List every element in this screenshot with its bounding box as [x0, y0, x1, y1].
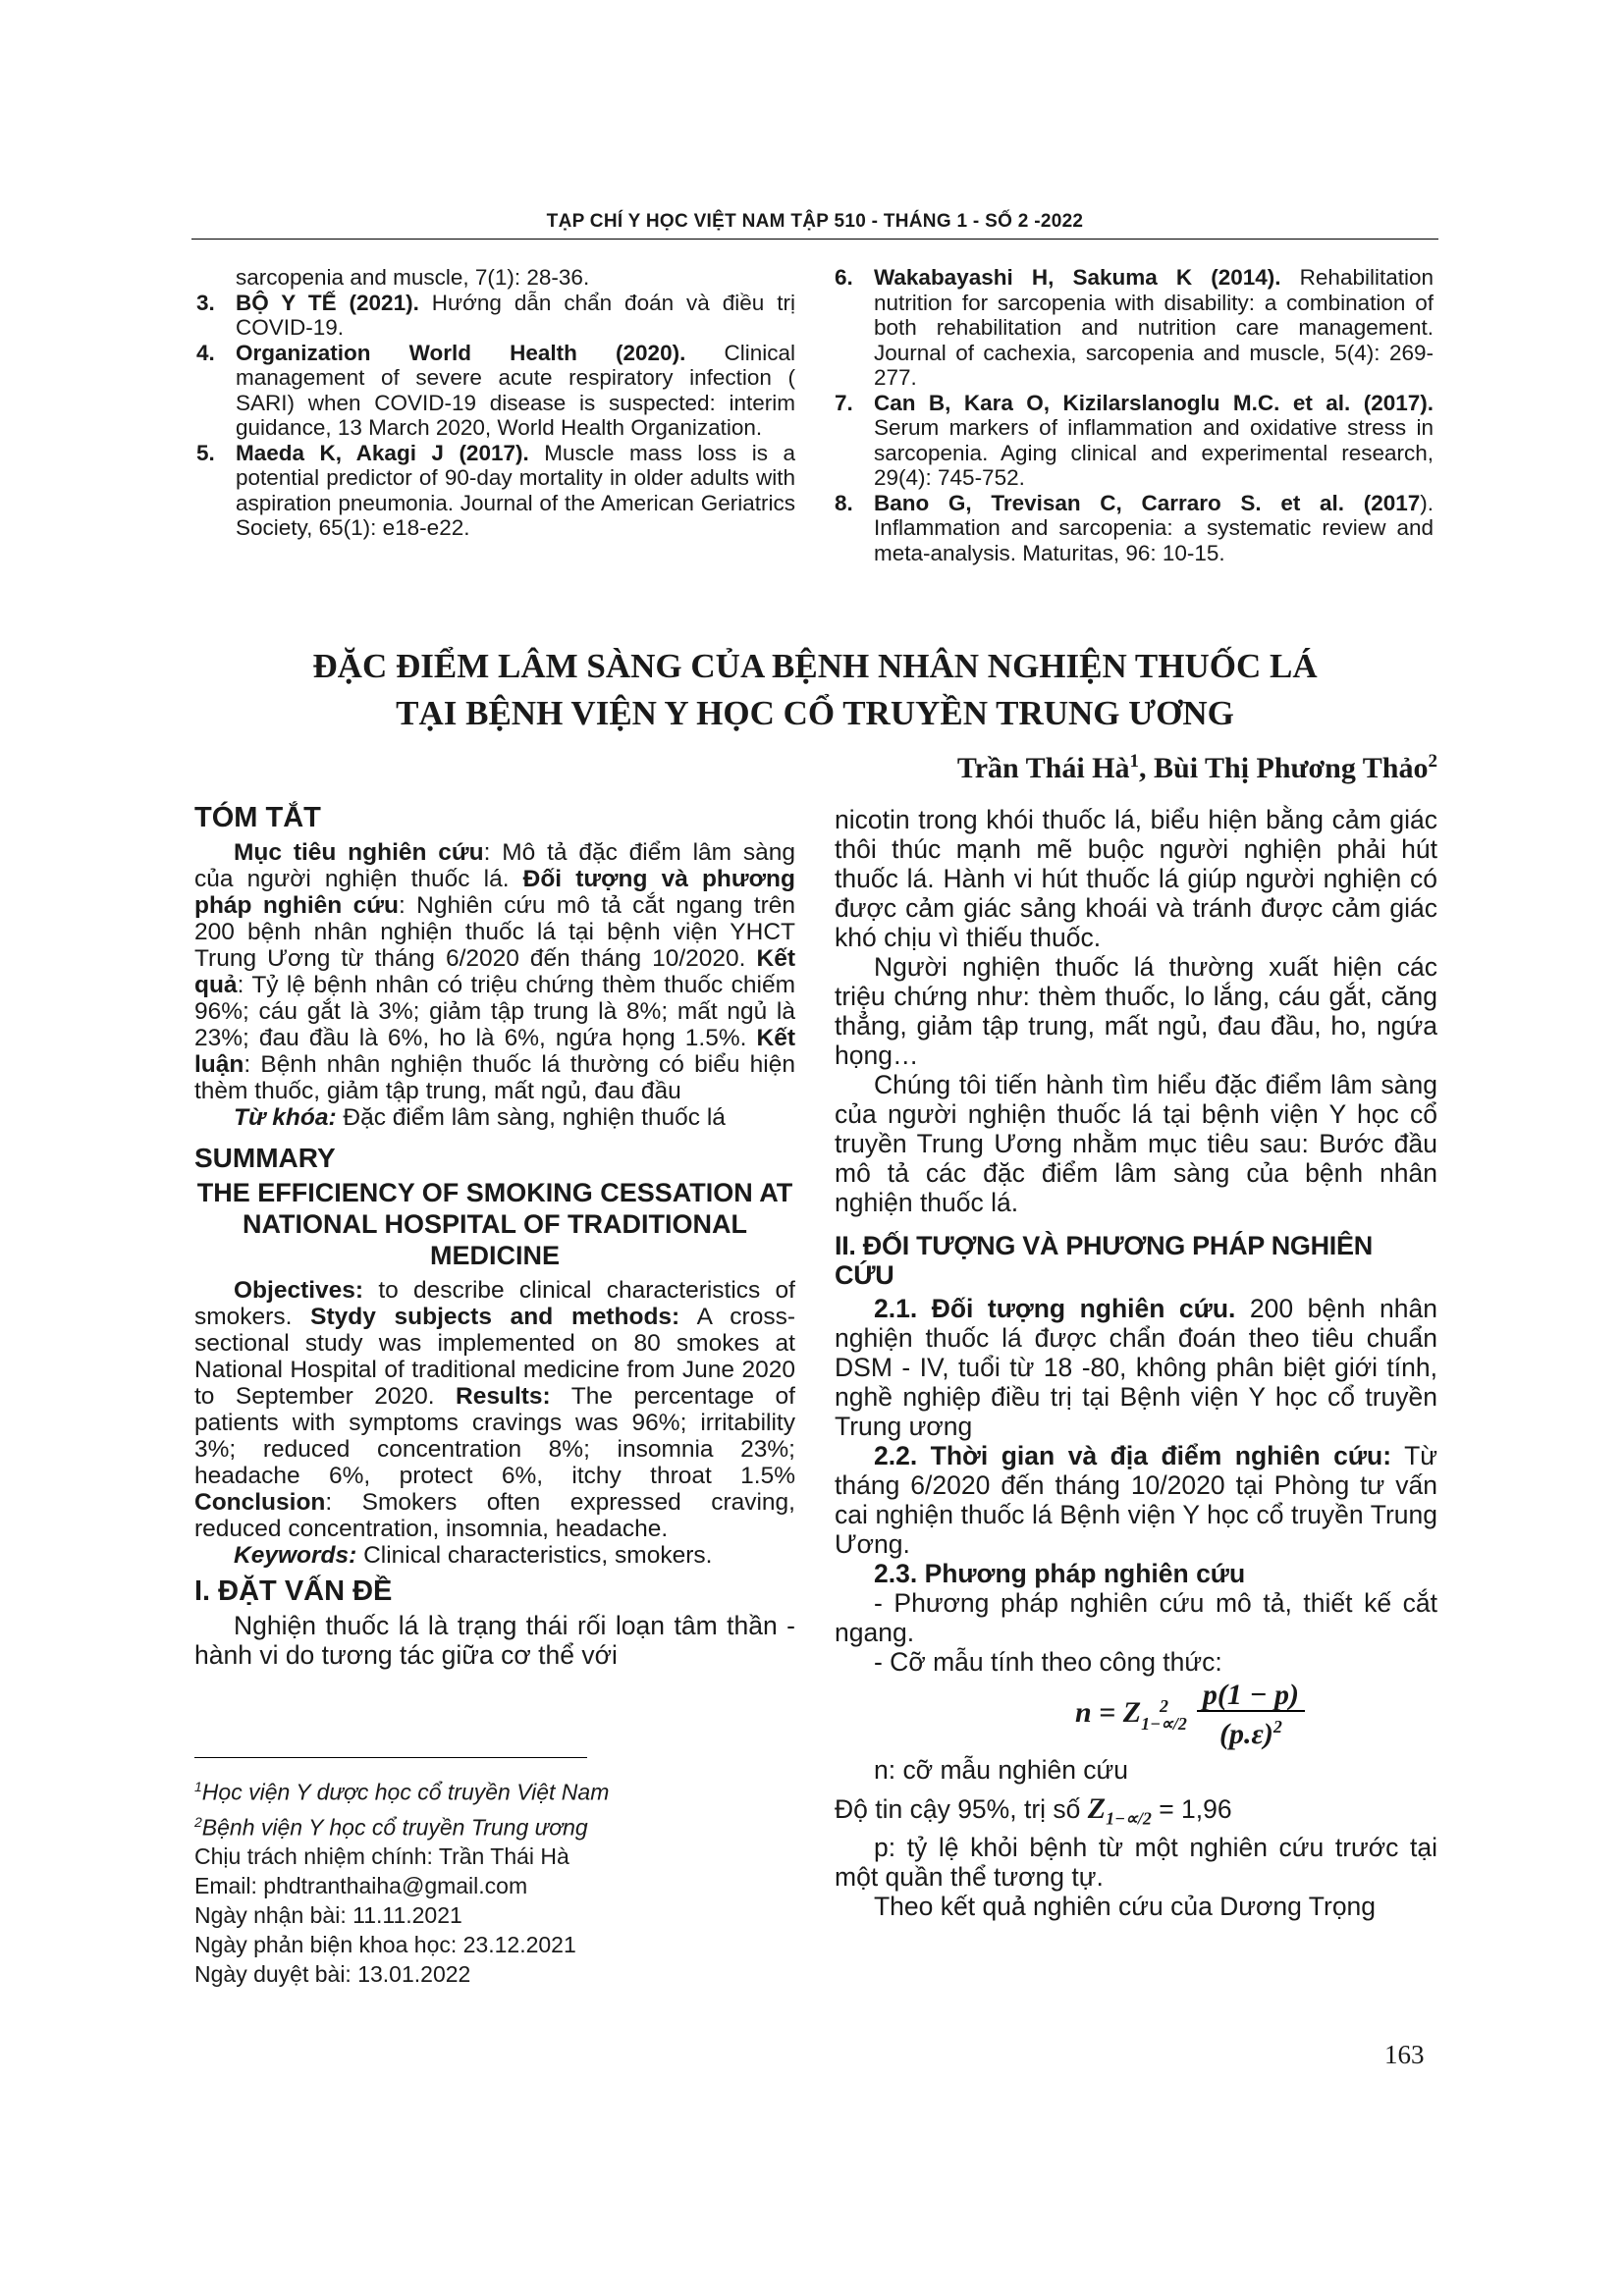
abstract-label: Mục tiêu nghiên cứu [234, 839, 484, 866]
abstract-label: Kết quả [194, 945, 795, 998]
reference-text: sarcopenia and muscle, 7(1): 28-36. [236, 265, 590, 290]
subsection-label: 2.2. Thời gian và địa điểm nghiên cứu: [874, 1441, 1392, 1470]
sample-size-formula [943, 1681, 1437, 1749]
section-heading: II. ĐỐI TƯỢNG VÀ PHƯƠNG PHÁP NGHIÊN CỨU [835, 1231, 1373, 1290]
confidence-text: Độ tin cậy 95%, trị số [835, 1794, 1088, 1824]
subsection-text: 200 bệnh nhân nghiện thuốc lá được chẩn đoán theo tiêu chuẩn DSM - IV, tuổi từ 18 -80, không phân biệt giới tính, nghề nghiệp điều trị tại Bệnh viện Y học cổ truyền Trung ương [835, 1294, 1437, 1441]
reference-text: Clinical management of severe acute respiratory infection ( SARI) when COVID-19 disease is suspected: interim guidance, 13 March 2020, World Health Organization. [236, 340, 795, 440]
formula-numerator: p(1 − p) [1197, 1681, 1305, 1712]
confidence-subscript: 1−∝/2 [1106, 1808, 1152, 1829]
summary-heading: SUMMARY [194, 1143, 336, 1173]
affiliation-marker: 1 [194, 1779, 202, 1794]
abstract-text: : Bệnh nhân nghiện thuốc lá thường có biểu hiện thèm thuốc, giảm tập trung, mất ngủ, đau đầu [194, 1051, 795, 1104]
abstract-en-body [194, 1277, 795, 1542]
references-left [196, 265, 795, 541]
reference-authors: Can B, Kara O, Kizilarslanoglu M.C. et al. (2017). [874, 390, 1434, 415]
subsection-2-2 [835, 1441, 1437, 1559]
footnote-divider [194, 1757, 587, 1758]
reference-item [196, 441, 795, 541]
reference-item [835, 265, 1434, 391]
reference-text: Rehabilitation nutrition for sarcopenia with disability: a combination of both rehabilitation and nutrition care management. Journal of cachexia, sarcopenia and muscle, 5(4): 269-277. [874, 265, 1435, 390]
definition-line: p: tỷ lệ khỏi bệnh từ một nghiên cứu trước tại một quần thể tương tự. [835, 1833, 1437, 1893]
affiliation-marker: 2 [194, 1813, 202, 1830]
reference-item [196, 291, 795, 341]
section-paragraph: Nghiện thuốc lá là trạng thái rối loạn tâm thần - hành vi do tương tác giữa cơ thể với [194, 1611, 795, 1670]
reference-number: 7. [835, 390, 853, 415]
right-column [835, 805, 1437, 1921]
definition-line: n: cỡ mẫu nghiên cứu [874, 1755, 1129, 1785]
responsible-author: Chịu trách nhiệm chính: Trần Thái Hà [194, 1843, 569, 1870]
reference-authors: BỘ Y TẾ (2021). [236, 290, 419, 315]
abstract-label: Objectives: [234, 1277, 364, 1304]
accepted-date: Ngày duyệt bài: 13.01.2022 [194, 1961, 471, 1988]
formula-exponent: 2 [1159, 1696, 1168, 1716]
abstract-text: : Tỷ lệ bệnh nhân có triệu chứng thèm thuốc chiếm 96%; cáu gắt là 3%; giảm tập trung là 8%; mất ngủ là 23%; đau đầu là 6%, ho là 6%, ngứa họng 1.5%. [194, 972, 795, 1051]
abstract-text: The percentage of patients with symptoms cravings was 96%; irritability 3%; reduced concentration 8%; insomnia 23%; headache 6%, protect 6%, itchy throat 1.5% [194, 1383, 795, 1489]
keywords-text: Đặc điểm lâm sàng, nghiện thuốc lá [336, 1104, 726, 1131]
formula-denominator [1214, 1712, 1288, 1749]
abstract-label: Kết luận [194, 1025, 795, 1078]
reference-text: Hướng dẫn chẩn đoán và điều trị COVID-19. [236, 290, 796, 340]
keywords-en [194, 1542, 795, 1569]
reference-text: ). Inflammation and sarcopenia: a systematic review and meta-analysis. Maturitas, 96: 10-15. [874, 490, 1434, 565]
formula-lhs [1075, 1697, 1187, 1733]
reference-item [196, 265, 795, 291]
affiliation-text: Bệnh viện Y học cổ truyền Trung ương [201, 1814, 588, 1841]
abstract-label: Conclusion [194, 1489, 326, 1516]
affiliation-marker: 1 [1129, 751, 1140, 772]
reference-number: 8. [835, 490, 853, 515]
formula-denominator-base: (p.ε) [1219, 1718, 1273, 1750]
affiliation-text: Học viện Y dược học cổ truyền Việt Nam [201, 1779, 610, 1805]
author-separator: , [1139, 752, 1155, 784]
section-paragraph: nicotin trong khói thuốc lá, biểu hiện bằng cảm giác thôi thúc mạnh mẽ buộc người nghiện phải hút thuốc lá. Hành vi hút thuốc lá giúp người nghiện có được cảm giác sảng khoái và tránh được cảm giác khó chịu vì thiếu thuốc. [835, 805, 1437, 952]
reference-text: Muscle mass loss is a potential predictor of 90-day mortality in older adults with aspiration pneumonia. Journal of the American Geriatrics Society, 65(1): e18-e22. [236, 440, 795, 540]
abstract-heading: TÓM TẮT [194, 802, 321, 833]
subsection-2-1 [835, 1294, 1437, 1441]
reference-text: Serum markers of inflammation and oxidative stress in sarcopenia. Aging clinical and experimental research, 29(4): 745-752. [874, 415, 1434, 490]
page-number: 163 [1384, 2040, 1425, 2069]
article-title-line-1: ĐẶC ĐIỂM LÂM SÀNG CỦA BỆNH NHÂN NGHIỆN THUỐC LÁ [312, 647, 1318, 685]
confidence-line [835, 1794, 1437, 1833]
formula-subscript: 1−∝/2 [1141, 1714, 1187, 1734]
english-title: THE EFFICIENCY OF SMOKING CESSATION AT NATIONAL HOSPITAL OF TRADITIONAL MEDICINE [196, 1178, 793, 1270]
abstract-text: to describe clinical characteristics of smokers. [194, 1277, 795, 1330]
abstract-label: Đối tượng và phương pháp nghiên cứu [194, 866, 795, 919]
subsection-label: 2.1. Đối tượng nghiên cứu. [874, 1294, 1236, 1323]
formula-fraction [1197, 1681, 1305, 1749]
reference-authors: Maeda K, Akagi J (2017). [236, 440, 529, 465]
method-line: - Cỡ mẫu tính theo công thức: [874, 1647, 1222, 1677]
abstract-text: A cross-sectional study was implemented on 80 smokes at National Hospital of traditional medicine from June 2020 to September 2020. [194, 1304, 795, 1410]
keywords-label: Keywords: [234, 1542, 357, 1569]
reference-number: 4. [196, 340, 215, 365]
formula-z: n = Z [1074, 1695, 1142, 1729]
received-date: Ngày nhận bài: 11.11.2021 [194, 1902, 462, 1929]
reference-item [196, 341, 795, 441]
affiliation-marker: 2 [1428, 751, 1437, 772]
reference-item [835, 391, 1434, 491]
references-right [835, 265, 1434, 565]
footnotes [194, 1772, 795, 1989]
reference-number: 6. [835, 265, 853, 290]
abstract-text: : Nghiên cứu mô tả cắt ngang trên 200 bệnh nhân nghiện thuốc lá tại bệnh viện YHCT Trung Ương từ tháng 6/2020 đến tháng 10/2020. [194, 892, 796, 972]
abstract-label: Results: [456, 1383, 551, 1410]
article-title-line-2: TẠI BỆNH VIỆN Y HỌC CỔ TRUYỀN TRUNG ƯƠNG [396, 694, 1234, 732]
keywords-label: Từ khóa: [234, 1104, 337, 1131]
reference-authors: Wakabayashi H, Sakuma K (2014). [874, 265, 1281, 290]
keywords-vi [194, 1104, 795, 1131]
reference-number: 3. [196, 290, 215, 315]
subsection-2-3-heading: 2.3. Phương pháp nghiên cứu [874, 1559, 1246, 1588]
reference-authors: Bano G, Trevisan C, Carraro S. et al. (2017 [874, 490, 1421, 515]
abstract-text: : Smokers often expressed craving, reduced concentration, insomnia, headache. [194, 1489, 795, 1542]
reference-authors: Organization World Health (2020). [236, 340, 686, 365]
confidence-value: = 1,96 [1151, 1794, 1232, 1824]
abstract-text: : Mô tả đặc điểm lâm sàng của người nghiện thuốc lá. [194, 839, 796, 892]
article-title [191, 643, 1438, 737]
section-paragraph: Chúng tôi tiến hành tìm hiểu đặc điểm lâm sàng của người nghiện thuốc lá tại bệnh viện Y học cổ truyền Trung Ương nhằm mục tiêu sau: Bước đầu mô tả các đặc điểm lâm sàng của bệnh nhân nghiện thuốc lá. [835, 1070, 1437, 1217]
affiliation-note [194, 1772, 795, 1807]
contact-email: Email: phdtranthaiha@gmail.com [194, 1873, 528, 1899]
affiliation-note [194, 1807, 795, 1842]
journal-header: TẠP CHÍ Y HỌC VIỆT NAM TẬP 510 - THÁNG 1 - SỐ 2 -2022 [546, 211, 1084, 232]
author-name: Trần Thái Hà [956, 752, 1130, 784]
keywords-text: Clinical characteristics, smokers. [356, 1542, 713, 1569]
abstract-vi-body [194, 839, 795, 1104]
section-paragraph: Theo kết quả nghiên cứu của Dương Trọng [874, 1892, 1377, 1922]
section-paragraph: Người nghiện thuốc lá thường xuất hiện các triệu chứng như: thèm thuốc, lo lắng, cáu gắt, căng thẳng, giảm tập trung, mất ngủ, đau đầu, ho, ngứa họng… [835, 952, 1437, 1070]
subsection-text: Từ tháng 6/2020 đến tháng 10/2020 tại Phòng tư vấn cai nghiện thuốc lá Bệnh viện Y học cổ truyền Trung Ương. [835, 1441, 1437, 1559]
confidence-z: Z [1087, 1792, 1107, 1825]
abstract-label: Stydy subjects and methods: [310, 1304, 680, 1330]
author-list [957, 751, 1437, 785]
reference-item [835, 491, 1434, 566]
reference-number: 5. [196, 440, 215, 465]
review-date: Ngày phản biện khoa học: 23.12.2021 [194, 1932, 576, 1958]
author-name: Bùi Thị Phương Thảo [1154, 752, 1429, 784]
left-column [194, 802, 796, 1670]
method-line: - Phương pháp nghiên cứu mô tả, thiết kế cắt ngang. [835, 1588, 1437, 1647]
formula-denominator-exponent: 2 [1272, 1717, 1282, 1736]
header-divider [191, 239, 1438, 240]
section-heading: I. ĐẶT VẤN ĐỀ [194, 1575, 393, 1607]
